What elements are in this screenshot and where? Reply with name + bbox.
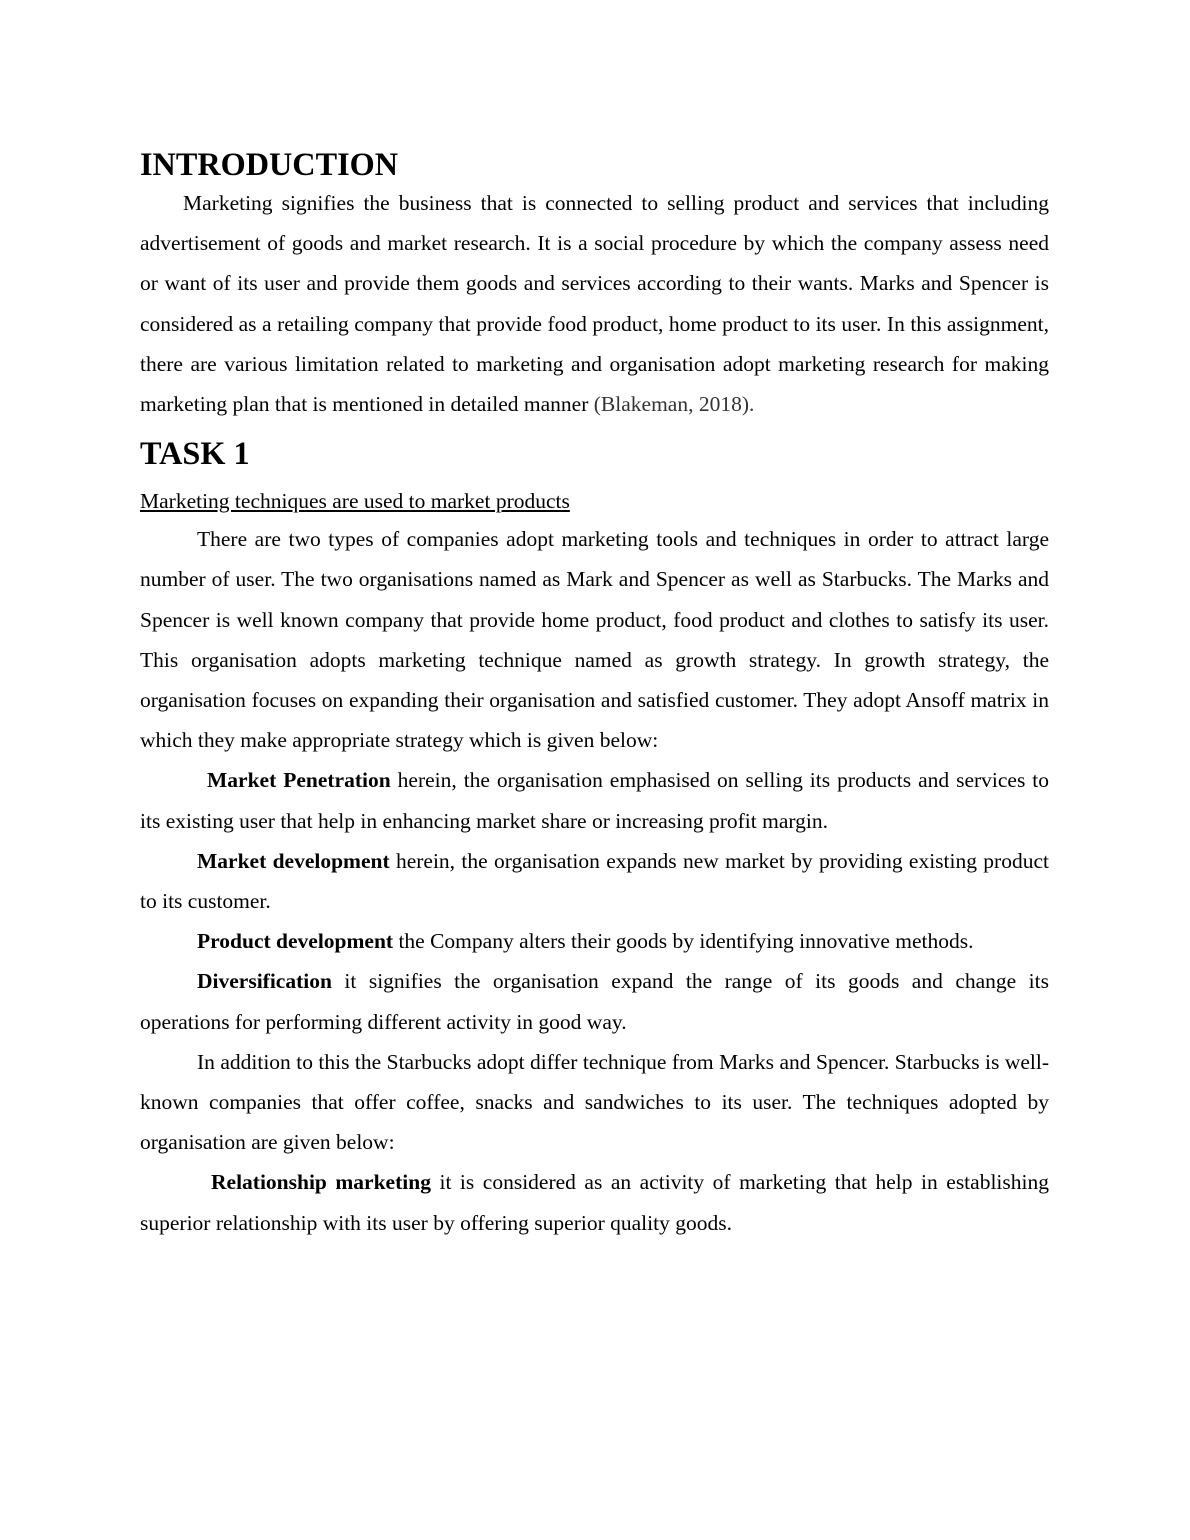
introduction-text: Marketing signifies the business that is connected to selling product and services that including advertisement of goods and market research. It is a social procedure by which the company assess need or want of its user and provide them goods and services according to their wants. Marks and Spencer is considered as a retailing company that provide food product, home product to its user. In this assignment, there are various limitation related to marketing and organisation adopt marketing research for making marketing plan that is mentioned in detailed manner <box>140 191 1049 417</box>
strategy-description: herein, the organisation expands new market by providing existing product to its customer. <box>140 848 1049 914</box>
strategy-term: Diversification <box>197 969 332 994</box>
introduction-paragraph <box>140 183 1049 424</box>
strategy-product-development <box>140 921 1049 961</box>
introduction-citation: (Blakeman, 2018). <box>593 392 755 417</box>
strategy-description: it is considered as an activity of marketing that help in establishing superior relationship with its user by offering superior quality goods. <box>140 1170 1049 1235</box>
introduction-heading: INTRODUCTION <box>140 146 399 182</box>
strategy-term: Market development <box>197 848 390 873</box>
strategy-description: it signifies the organisation expand the range of its goods and change its operations for performing different activity in good way. <box>140 969 1049 1034</box>
strategy-diversification <box>140 961 1049 1041</box>
document-page <box>140 146 1049 1243</box>
strategy-relationship-marketing <box>140 1162 1049 1242</box>
marketing-techniques-subheading: Marketing techniques are used to market products <box>140 489 570 514</box>
strategy-term: Relationship marketing <box>211 1170 431 1195</box>
strategy-market-penetration <box>140 760 1049 840</box>
task-paragraph: There are two types of companies adopt marketing tools and techniques in order to attract large number of user. The two organisations named as Mark and Spencer as well as Starbucks. The Marks and Spencer is well known company that provide home product, food product and clothes to satisfy its user. This organisation adopts marketing technique named as growth strategy. In growth strategy, the organisation focuses on expanding their organisation and satisfied customer. They adopt Ansoff matrix in which they make appropriate strategy which is given below: <box>140 527 1049 753</box>
strategy-term: Product development <box>197 929 394 954</box>
task-1-heading: TASK 1 <box>140 435 250 472</box>
strategy-market-development <box>140 841 1049 921</box>
starbucks-paragraph: In addition to this the Starbucks adopt differ technique from Marks and Spencer. Starbucks is well-known companies that offer coffee, snacks and sandwiches to its user. The techniques adopted by organisation are given below: <box>140 1049 1049 1155</box>
strategy-description: herein, the organisation emphasised on selling its products and services to its existing user that help in enhancing market share or increasing profit margin. <box>140 768 1050 833</box>
strategy-term: Market Penetration <box>207 768 391 793</box>
strategy-description: the Company alters their goods by identifying innovative methods. <box>393 929 974 954</box>
